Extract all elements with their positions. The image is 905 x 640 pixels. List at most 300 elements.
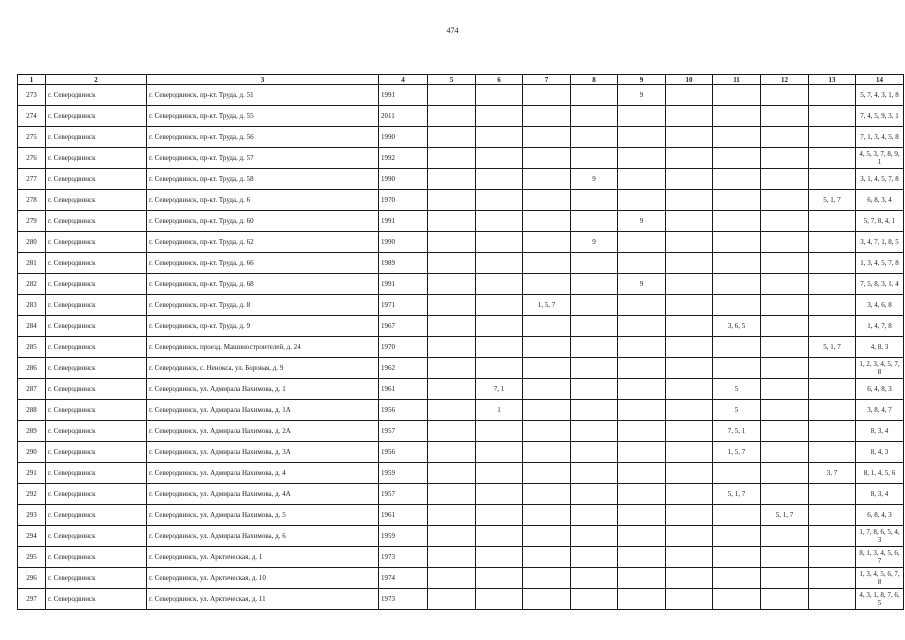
cell-col-9	[618, 190, 666, 211]
cell-col-12	[761, 106, 809, 127]
cell-col-5	[428, 505, 476, 526]
cell-col-11: 5	[713, 400, 761, 421]
cell-col-7	[523, 505, 571, 526]
cell-address: г. Северодвинск, ул. Адмирала Нахимова, д. 4	[147, 463, 379, 484]
cell-col-7	[523, 484, 571, 505]
cell-col-6	[476, 442, 523, 463]
cell-col-13: 5, 1, 7	[809, 337, 856, 358]
cell-year: 1974	[379, 568, 428, 589]
cell-row-number: 274	[18, 106, 46, 127]
cell-col-10	[666, 148, 713, 169]
cell-year: 1990	[379, 232, 428, 253]
cell-city: г. Северодвинск	[46, 190, 147, 211]
column-header-9: 9	[618, 75, 666, 85]
cell-col-6	[476, 316, 523, 337]
cell-col-14: 8, 3, 4	[856, 421, 904, 442]
cell-col-6	[476, 337, 523, 358]
cell-address: г. Северодвинск, пр-кт. Труда, д. 9	[147, 316, 379, 337]
table-row	[18, 337, 904, 358]
cell-address: г. Северодвинск, пр-кт. Труда, д. 56	[147, 127, 379, 148]
cell-col-13	[809, 547, 856, 568]
cell-col-9	[618, 400, 666, 421]
cell-col-7	[523, 316, 571, 337]
cell-col-14: 3, 4, 7, 1, 8, 5	[856, 232, 904, 253]
cell-col-7	[523, 379, 571, 400]
cell-col-11	[713, 547, 761, 568]
cell-col-9	[618, 463, 666, 484]
cell-col-12	[761, 316, 809, 337]
cell-col-11	[713, 232, 761, 253]
column-header-1: 1	[18, 75, 46, 85]
cell-col-12	[761, 211, 809, 232]
cell-col-14: 8, 1, 3, 4, 5, 6, 7	[856, 547, 904, 568]
cell-address: г. Северодвинск, проезд. Машиностроителей, д. 24	[147, 337, 379, 358]
cell-col-8	[571, 295, 618, 316]
cell-col-7	[523, 190, 571, 211]
cell-col-13	[809, 253, 856, 274]
cell-col-6	[476, 211, 523, 232]
cell-col-7	[523, 400, 571, 421]
cell-col-13	[809, 85, 856, 106]
cell-col-5	[428, 295, 476, 316]
cell-col-11: 3, 6, 5	[713, 316, 761, 337]
column-header-14: 14	[856, 75, 904, 85]
cell-col-5	[428, 400, 476, 421]
cell-col-9: 9	[618, 274, 666, 295]
cell-address: г. Северодвинск, пр-кт. Труда, д. 62	[147, 232, 379, 253]
table-row	[18, 316, 904, 337]
table-row	[18, 568, 904, 589]
cell-col-11	[713, 169, 761, 190]
cell-col-14: 4, 5, 3, 7, 8, 9, 1	[856, 148, 904, 169]
table-row	[18, 295, 904, 316]
cell-col-6	[476, 463, 523, 484]
cell-col-8	[571, 421, 618, 442]
cell-col-13	[809, 400, 856, 421]
cell-address: г. Северодвинск, ул. Арктическая, д. 1	[147, 547, 379, 568]
cell-city: г. Северодвинск	[46, 463, 147, 484]
cell-col-10	[666, 568, 713, 589]
cell-col-7	[523, 253, 571, 274]
cell-year: 1989	[379, 253, 428, 274]
cell-col-10	[666, 85, 713, 106]
table-row	[18, 169, 904, 190]
cell-col-10	[666, 526, 713, 547]
cell-city: г. Северодвинск	[46, 295, 147, 316]
cell-address: г. Северодвинск, пр-кт. Труда, д. 58	[147, 169, 379, 190]
cell-col-13	[809, 379, 856, 400]
cell-col-11	[713, 589, 761, 610]
cell-row-number: 275	[18, 127, 46, 148]
cell-col-9	[618, 337, 666, 358]
cell-col-5	[428, 274, 476, 295]
cell-col-10	[666, 484, 713, 505]
cell-col-8	[571, 190, 618, 211]
cell-year: 1990	[379, 127, 428, 148]
cell-col-9	[618, 148, 666, 169]
table-row	[18, 547, 904, 568]
cell-col-10	[666, 127, 713, 148]
cell-col-13	[809, 421, 856, 442]
cell-col-7	[523, 85, 571, 106]
cell-col-13	[809, 442, 856, 463]
cell-col-12	[761, 358, 809, 379]
cell-col-8	[571, 589, 618, 610]
table-row	[18, 106, 904, 127]
cell-col-11	[713, 505, 761, 526]
cell-year: 1959	[379, 526, 428, 547]
cell-col-7	[523, 148, 571, 169]
cell-col-10	[666, 547, 713, 568]
column-header-4: 4	[379, 75, 428, 85]
table-row	[18, 589, 904, 610]
cell-row-number: 293	[18, 505, 46, 526]
table-row	[18, 400, 904, 421]
cell-col-5	[428, 442, 476, 463]
cell-col-10	[666, 400, 713, 421]
cell-col-11	[713, 463, 761, 484]
cell-col-6	[476, 547, 523, 568]
cell-address: г. Северодвинск, пр-кт. Труда, д. 60	[147, 211, 379, 232]
cell-col-8	[571, 484, 618, 505]
cell-col-6	[476, 148, 523, 169]
table-row	[18, 211, 904, 232]
table-row	[18, 148, 904, 169]
cell-address: г. Северодвинск, ул. Адмирала Нахимова, д. 1	[147, 379, 379, 400]
cell-city: г. Северодвинск	[46, 568, 147, 589]
cell-address: г. Северодвинск, пр-кт. Труда, д. 68	[147, 274, 379, 295]
column-header-2: 2	[46, 75, 147, 85]
cell-col-6	[476, 568, 523, 589]
cell-city: г. Северодвинск	[46, 106, 147, 127]
cell-col-5	[428, 379, 476, 400]
cell-col-13	[809, 106, 856, 127]
cell-col-5	[428, 484, 476, 505]
cell-col-12	[761, 295, 809, 316]
cell-row-number: 289	[18, 421, 46, 442]
cell-col-14: 1, 2, 3, 4, 5, 7, 8	[856, 358, 904, 379]
cell-col-10	[666, 295, 713, 316]
cell-col-14: 7, 5, 8, 3, 1, 4	[856, 274, 904, 295]
table-body	[18, 85, 904, 610]
cell-col-12	[761, 85, 809, 106]
cell-col-13: 5, 1, 7	[809, 190, 856, 211]
cell-row-number: 288	[18, 400, 46, 421]
cell-col-8	[571, 211, 618, 232]
column-header-5: 5	[428, 75, 476, 85]
table-row	[18, 379, 904, 400]
table-header	[18, 75, 904, 85]
column-header-8: 8	[571, 75, 618, 85]
cell-col-6	[476, 526, 523, 547]
cell-col-8	[571, 463, 618, 484]
cell-col-10	[666, 505, 713, 526]
cell-col-6	[476, 85, 523, 106]
cell-col-8	[571, 274, 618, 295]
cell-col-7	[523, 526, 571, 547]
cell-col-10	[666, 169, 713, 190]
cell-col-10	[666, 358, 713, 379]
cell-col-6	[476, 295, 523, 316]
cell-row-number: 277	[18, 169, 46, 190]
cell-col-14: 8, 4, 3	[856, 442, 904, 463]
table-row	[18, 127, 904, 148]
cell-col-14: 7, 1, 3, 4, 5, 8	[856, 127, 904, 148]
cell-col-14: 8, 3, 4	[856, 484, 904, 505]
cell-col-12	[761, 589, 809, 610]
cell-col-5	[428, 316, 476, 337]
cell-col-14: 5, 7, 8, 4, 1	[856, 211, 904, 232]
cell-col-9: 9	[618, 211, 666, 232]
cell-col-5	[428, 358, 476, 379]
cell-col-13	[809, 589, 856, 610]
cell-col-7	[523, 589, 571, 610]
cell-col-11	[713, 85, 761, 106]
cell-col-8	[571, 337, 618, 358]
cell-col-12	[761, 148, 809, 169]
cell-col-6	[476, 589, 523, 610]
cell-address: г. Северодвинск, пр-кт. Труда, д. 57	[147, 148, 379, 169]
cell-col-5	[428, 127, 476, 148]
cell-col-14: 6, 8, 3, 4	[856, 190, 904, 211]
cell-col-9	[618, 526, 666, 547]
cell-col-9	[618, 421, 666, 442]
cell-col-8	[571, 85, 618, 106]
cell-col-6: 1	[476, 400, 523, 421]
cell-col-12	[761, 274, 809, 295]
cell-year: 1961	[379, 379, 428, 400]
cell-col-11	[713, 148, 761, 169]
cell-year: 1991	[379, 211, 428, 232]
cell-col-6	[476, 232, 523, 253]
table-row	[18, 505, 904, 526]
cell-row-number: 273	[18, 85, 46, 106]
cell-city: г. Северодвинск	[46, 442, 147, 463]
column-header-11: 11	[713, 75, 761, 85]
cell-year: 1991	[379, 85, 428, 106]
cell-col-11: 7, 5, 1	[713, 421, 761, 442]
cell-col-11	[713, 295, 761, 316]
cell-col-14: 3, 4, 6, 8	[856, 295, 904, 316]
cell-col-7	[523, 337, 571, 358]
cell-col-13	[809, 232, 856, 253]
cell-col-5	[428, 232, 476, 253]
table-row	[18, 526, 904, 547]
cell-col-6	[476, 106, 523, 127]
cell-col-5	[428, 106, 476, 127]
cell-col-8	[571, 442, 618, 463]
cell-address: г. Северодвинск, с. Ненокса, ул. Боровая, д. 9	[147, 358, 379, 379]
cell-col-9	[618, 253, 666, 274]
cell-address: г. Северодвинск, ул. Арктическая, д. 11	[147, 589, 379, 610]
cell-col-9	[618, 568, 666, 589]
cell-row-number: 280	[18, 232, 46, 253]
cell-col-9: 9	[618, 85, 666, 106]
cell-col-14: 7, 4, 5, 9, 3, 1	[856, 106, 904, 127]
cell-col-9	[618, 547, 666, 568]
cell-col-12	[761, 190, 809, 211]
cell-col-10	[666, 463, 713, 484]
cell-col-12	[761, 379, 809, 400]
cell-col-7	[523, 169, 571, 190]
cell-col-12	[761, 484, 809, 505]
cell-city: г. Северодвинск	[46, 169, 147, 190]
cell-col-10	[666, 316, 713, 337]
cell-col-14: 6, 4, 8, 3	[856, 379, 904, 400]
cell-year: 1957	[379, 421, 428, 442]
cell-address: г. Северодвинск, пр-кт. Труда, д. 66	[147, 253, 379, 274]
cell-year: 1956	[379, 442, 428, 463]
cell-col-8: 9	[571, 232, 618, 253]
cell-col-5	[428, 211, 476, 232]
cell-city: г. Северодвинск	[46, 400, 147, 421]
cell-year: 1957	[379, 484, 428, 505]
cell-address: г. Северодвинск, пр-кт. Труда, д. 6	[147, 190, 379, 211]
cell-row-number: 290	[18, 442, 46, 463]
cell-row-number: 286	[18, 358, 46, 379]
cell-city: г. Северодвинск	[46, 85, 147, 106]
cell-col-7	[523, 442, 571, 463]
cell-col-14: 8, 1, 4, 5, 6	[856, 463, 904, 484]
cell-col-7	[523, 421, 571, 442]
cell-row-number: 283	[18, 295, 46, 316]
cell-col-12	[761, 253, 809, 274]
cell-city: г. Северодвинск	[46, 337, 147, 358]
cell-year: 1973	[379, 589, 428, 610]
cell-col-7	[523, 127, 571, 148]
cell-col-12	[761, 127, 809, 148]
cell-col-6	[476, 253, 523, 274]
cell-col-6: 7, 1	[476, 379, 523, 400]
cell-col-7	[523, 106, 571, 127]
cell-col-9	[618, 358, 666, 379]
cell-row-number: 276	[18, 148, 46, 169]
cell-col-8	[571, 547, 618, 568]
cell-col-10	[666, 232, 713, 253]
cell-col-14: 6, 8, 4, 3	[856, 505, 904, 526]
cell-city: г. Северодвинск	[46, 211, 147, 232]
cell-year: 1991	[379, 274, 428, 295]
cell-col-12	[761, 568, 809, 589]
cell-address: г. Северодвинск, ул. Адмирала Нахимова, д. 6	[147, 526, 379, 547]
cell-col-10	[666, 421, 713, 442]
cell-year: 1970	[379, 190, 428, 211]
cell-address: г. Северодвинск, ул. Арктическая, д. 10	[147, 568, 379, 589]
cell-col-10	[666, 589, 713, 610]
table-row	[18, 421, 904, 442]
cell-city: г. Северодвинск	[46, 274, 147, 295]
cell-row-number: 291	[18, 463, 46, 484]
cell-year: 2011	[379, 106, 428, 127]
cell-col-8: 9	[571, 169, 618, 190]
cell-year: 1959	[379, 463, 428, 484]
cell-year: 1992	[379, 148, 428, 169]
cell-row-number: 294	[18, 526, 46, 547]
cell-col-12	[761, 547, 809, 568]
cell-col-6	[476, 421, 523, 442]
cell-col-13	[809, 148, 856, 169]
cell-col-6	[476, 169, 523, 190]
cell-col-7	[523, 211, 571, 232]
column-header-12: 12	[761, 75, 809, 85]
cell-row-number: 295	[18, 547, 46, 568]
cell-col-14: 4, 8, 3	[856, 337, 904, 358]
table-row	[18, 253, 904, 274]
cell-col-10	[666, 337, 713, 358]
cell-col-8	[571, 505, 618, 526]
cell-col-14: 4, 3, 1, 8, 7, 6, 5	[856, 589, 904, 610]
cell-col-8	[571, 127, 618, 148]
column-header-7: 7	[523, 75, 571, 85]
cell-col-7	[523, 232, 571, 253]
table-row	[18, 85, 904, 106]
cell-col-12	[761, 337, 809, 358]
cell-year: 1961	[379, 505, 428, 526]
column-header-10: 10	[666, 75, 713, 85]
cell-row-number: 279	[18, 211, 46, 232]
cell-city: г. Северодвинск	[46, 127, 147, 148]
cell-col-10	[666, 190, 713, 211]
table-row	[18, 463, 904, 484]
cell-address: г. Северодвинск, пр-кт. Труда, д. 8	[147, 295, 379, 316]
cell-col-7: 1, 5, 7	[523, 295, 571, 316]
cell-col-9	[618, 589, 666, 610]
cell-address: г. Северодвинск, пр-кт. Труда, д. 55	[147, 106, 379, 127]
cell-address: г. Северодвинск, ул. Адмирала Нахимова, д. 2А	[147, 421, 379, 442]
cell-col-9	[618, 484, 666, 505]
cell-col-12	[761, 400, 809, 421]
cell-col-13	[809, 484, 856, 505]
cell-col-11	[713, 127, 761, 148]
cell-col-8	[571, 148, 618, 169]
cell-col-5	[428, 190, 476, 211]
cell-col-11	[713, 526, 761, 547]
cell-city: г. Северодвинск	[46, 505, 147, 526]
cell-row-number: 287	[18, 379, 46, 400]
cell-col-11: 5, 1, 7	[713, 484, 761, 505]
cell-city: г. Северодвинск	[46, 589, 147, 610]
cell-col-13	[809, 316, 856, 337]
cell-col-13	[809, 526, 856, 547]
cell-col-5	[428, 589, 476, 610]
cell-col-10	[666, 106, 713, 127]
cell-col-13	[809, 358, 856, 379]
cell-col-11	[713, 211, 761, 232]
cell-col-14: 3, 8, 4, 7	[856, 400, 904, 421]
cell-year: 1971	[379, 295, 428, 316]
cell-col-12: 5, 1, 7	[761, 505, 809, 526]
cell-address: г. Северодвинск, ул. Адмирала Нахимова, д. 3А	[147, 442, 379, 463]
cell-col-9	[618, 295, 666, 316]
cell-col-14: 5, 7, 4, 3, 1, 8	[856, 85, 904, 106]
cell-col-8	[571, 316, 618, 337]
cell-col-5	[428, 421, 476, 442]
cell-col-13	[809, 274, 856, 295]
cell-col-11: 5	[713, 379, 761, 400]
cell-row-number: 292	[18, 484, 46, 505]
column-header-13: 13	[809, 75, 856, 85]
cell-col-10	[666, 253, 713, 274]
cell-city: г. Северодвинск	[46, 547, 147, 568]
cell-col-12	[761, 169, 809, 190]
header-row	[18, 75, 904, 85]
cell-col-14: 1, 3, 4, 5, 6, 7, 8	[856, 568, 904, 589]
cell-col-5	[428, 337, 476, 358]
cell-address: г. Северодвинск, ул. Адмирала Нахимова, д. 4А	[147, 484, 379, 505]
cell-col-12	[761, 421, 809, 442]
cell-col-11: 1, 5, 7	[713, 442, 761, 463]
cell-col-6	[476, 190, 523, 211]
